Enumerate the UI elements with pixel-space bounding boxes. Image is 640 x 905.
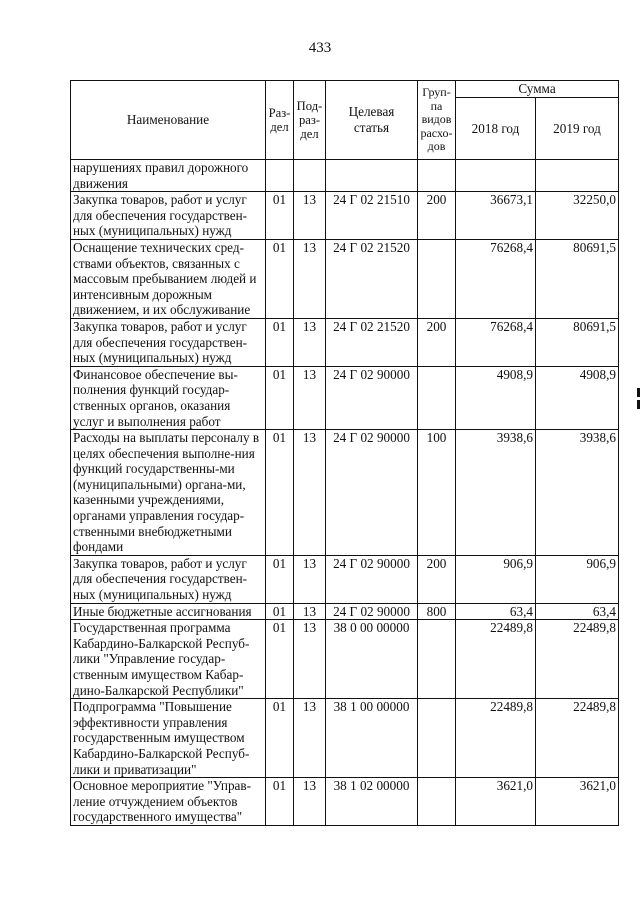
row-sum-2018: 22489,8 [456, 699, 536, 778]
row-sum-2019: 22489,8 [536, 620, 619, 699]
row-podrazdel [294, 160, 326, 192]
row-podrazdel: 13 [294, 239, 326, 318]
table-row [71, 318, 619, 366]
row-statya: 38 0 00 00000 [326, 620, 418, 699]
budget-table [70, 80, 619, 826]
table-row [71, 366, 619, 429]
row-razdel: 01 [266, 192, 294, 240]
row-name: нарушениях правил дорожного движения [71, 160, 266, 192]
row-razdel: 01 [266, 366, 294, 429]
row-vid: 200 [418, 318, 456, 366]
header-razdel: Раз- дел [266, 81, 294, 160]
table-row [71, 555, 619, 603]
row-vid: 100 [418, 430, 456, 556]
row-vid [418, 160, 456, 192]
table-row [71, 192, 619, 240]
row-statya [326, 160, 418, 192]
row-sum-2019: 906,9 [536, 555, 619, 603]
row-podrazdel: 13 [294, 366, 326, 429]
row-vid [418, 778, 456, 826]
row-razdel: 01 [266, 699, 294, 778]
table-row [71, 160, 619, 192]
page-number: 433 [308, 40, 332, 56]
table-row [71, 239, 619, 318]
row-sum-2019: 4908,9 [536, 366, 619, 429]
row-razdel: 01 [266, 318, 294, 366]
row-name: Финансовое обеспечение вы-полнения функций государ-ственных органов, оказания услуг и выполнения работ [71, 366, 266, 429]
table-row [71, 778, 619, 826]
row-podrazdel: 13 [294, 318, 326, 366]
row-sum-2019: 80691,5 [536, 318, 619, 366]
header-statya: Целевая статья [326, 81, 418, 160]
row-statya: 24 Г 02 21510 [326, 192, 418, 240]
row-podrazdel: 13 [294, 555, 326, 603]
row-vid [418, 620, 456, 699]
header-year-2018: 2018 год [456, 97, 536, 159]
row-podrazdel: 13 [294, 192, 326, 240]
row-name: Основное мероприятие "Управ-ление отчуждением объектов государственного имущества" [71, 778, 266, 826]
row-razdel: 01 [266, 555, 294, 603]
row-vid [418, 699, 456, 778]
row-statya: 38 1 02 00000 [326, 778, 418, 826]
row-sum-2018: 63,4 [456, 603, 536, 620]
row-sum-2019: 22489,8 [536, 699, 619, 778]
row-statya: 38 1 00 00000 [326, 699, 418, 778]
row-podrazdel: 13 [294, 778, 326, 826]
row-name: Закупка товаров, работ и услуг для обеспечения государствен-ных (муниципальных) нужд [71, 192, 266, 240]
row-name: Расходы на выплаты персоналу в целях обеспечения выполне-ния функций государственны-ми (муниципальными) органа-ми, казенными учреждениями, органами управления государ-ственными внебюджетными фондами [71, 430, 266, 556]
table-row [71, 620, 619, 699]
table-row [71, 430, 619, 556]
row-razdel: 01 [266, 239, 294, 318]
row-statya: 24 Г 02 21520 [326, 318, 418, 366]
row-statya: 24 Г 02 90000 [326, 555, 418, 603]
row-sum-2019: 3938,6 [536, 430, 619, 556]
row-podrazdel: 13 [294, 699, 326, 778]
row-sum-2018: 76268,4 [456, 318, 536, 366]
row-razdel [266, 160, 294, 192]
row-name: Иные бюджетные ассигнования [71, 603, 266, 620]
row-statya: 24 Г 02 90000 [326, 430, 418, 556]
row-sum-2018: 22489,8 [456, 620, 536, 699]
header-year-2019: 2019 год [536, 97, 619, 159]
row-sum-2018: 3938,6 [456, 430, 536, 556]
table-row [71, 603, 619, 620]
row-name: Закупка товаров, работ и услуг для обеспечения государствен-ных (муниципальных) нужд [71, 555, 266, 603]
row-sum-2018: 36673,1 [456, 192, 536, 240]
row-sum-2018: 4908,9 [456, 366, 536, 429]
row-sum-2019: 32250,0 [536, 192, 619, 240]
row-name: Оснащение технических сред-ствами объектов, связанных с массовым пребыванием людей и интенсивным дорожным движением, и их обслуживание [71, 239, 266, 318]
row-name: Закупка товаров, работ и услуг для обеспечения государствен-ных (муниципальных) нужд [71, 318, 266, 366]
row-vid: 200 [418, 192, 456, 240]
row-vid: 800 [418, 603, 456, 620]
header-vid: Груп- па видов расхо- дов [418, 81, 456, 160]
header-podrazdel: Под- раз- дел [294, 81, 326, 160]
table-body [71, 160, 619, 826]
row-sum-2018: 76268,4 [456, 239, 536, 318]
row-sum-2019: 63,4 [536, 603, 619, 620]
row-statya: 24 Г 02 90000 [326, 603, 418, 620]
row-razdel: 01 [266, 603, 294, 620]
header-name-text: Наименование [126, 112, 210, 128]
row-sum-2018: 3621,0 [456, 778, 536, 826]
row-podrazdel: 13 [294, 430, 326, 556]
row-name: Государственная программа Кабардино-Балкарской Респуб-лики "Управление государ-ственным имуществом Кабар-дино-Балкарской Республики" [71, 620, 266, 699]
header-name [71, 81, 266, 160]
row-vid [418, 366, 456, 429]
row-sum-2019 [536, 160, 619, 192]
row-sum-2019: 80691,5 [536, 239, 619, 318]
row-sum-2019: 3621,0 [536, 778, 619, 826]
row-razdel: 01 [266, 778, 294, 826]
row-sum-2018 [456, 160, 536, 192]
row-statya: 24 Г 02 90000 [326, 366, 418, 429]
row-podrazdel: 13 [294, 620, 326, 699]
header-summa: Сумма [456, 81, 619, 98]
row-statya: 24 Г 02 21520 [326, 239, 418, 318]
row-razdel: 01 [266, 430, 294, 556]
row-vid: 200 [418, 555, 456, 603]
row-podrazdel: 13 [294, 603, 326, 620]
row-razdel: 01 [266, 620, 294, 699]
row-sum-2018: 906,9 [456, 555, 536, 603]
table-row [71, 699, 619, 778]
row-name: Подпрограмма "Повышение эффективности управления государственным имуществом Кабардино-Балкарской Респуб-лики и приватизации" [71, 699, 266, 778]
row-vid [418, 239, 456, 318]
